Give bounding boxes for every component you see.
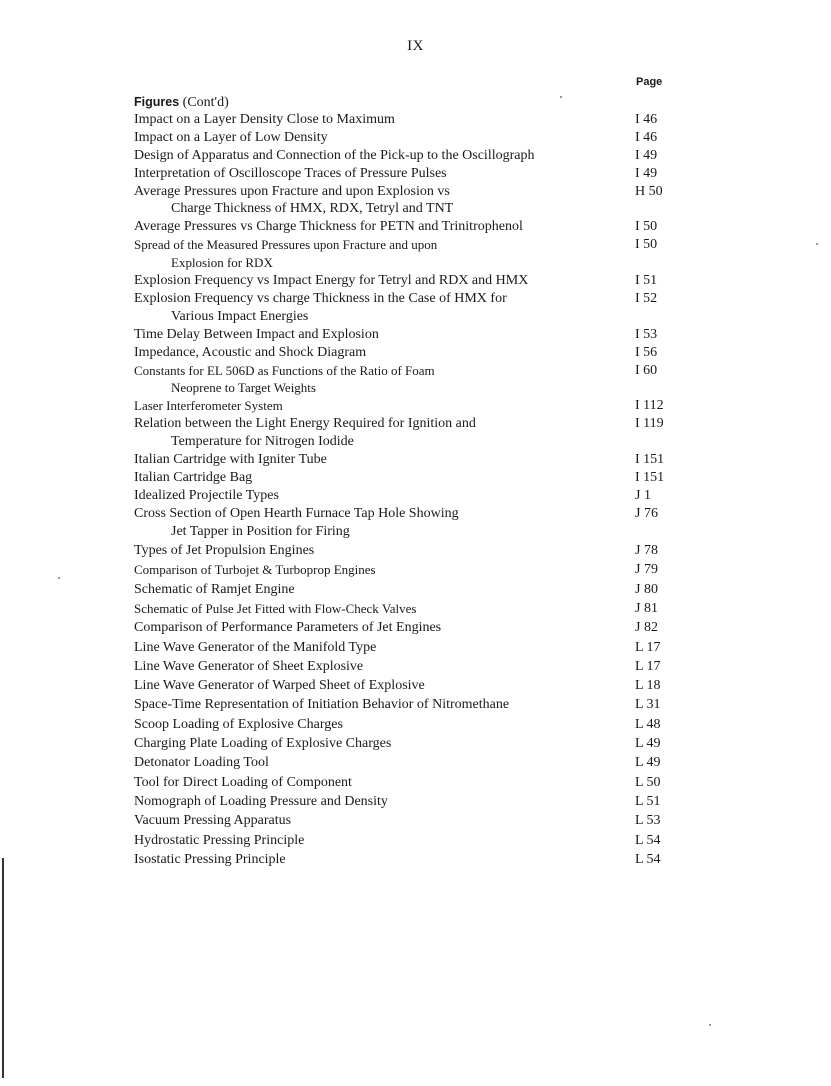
scan-speck — [816, 243, 818, 245]
figure-title: Explosion Frequency vs charge Thickness in the Case of HMX for — [134, 291, 507, 306]
figure-title: Spread of the Measured Pressures upon Fracture and upon — [134, 237, 438, 253]
figure-title: Impact on a Layer of Low Density — [134, 129, 328, 145]
figure-title-continuation: Temperature for Nitrogen Iodide — [171, 434, 354, 450]
figure-page-ref: L 51 — [635, 793, 661, 809]
figure-title: Detonator Loading Tool — [134, 755, 269, 771]
figure-title-continuation: Jet Tapper in Position for Firing — [171, 523, 350, 539]
figure-title-continuation: Neoprene to Target Weights — [171, 380, 316, 396]
figure-page-ref: L 53 — [635, 813, 661, 829]
page-column-header: Page — [636, 76, 663, 88]
figure-page-ref: L 17 — [635, 639, 661, 655]
figure-page-ref: I 151 — [635, 452, 665, 468]
figure-title: Cross Section of Open Hearth Furnace Tap Hole Showing — [134, 505, 459, 521]
figure-title: Impact on a Layer Density Close to Maximum — [134, 112, 395, 127]
figure-page-ref: L 54 — [635, 832, 661, 848]
figure-page-ref: I 46 — [635, 129, 658, 145]
figure-title: Schematic of Pulse Jet Fitted with Flow-Check Valves — [134, 600, 417, 616]
figure-title: Schematic of Ramjet Engine — [134, 581, 295, 597]
figure-title: Comparison of Performance Parameters of Jet Engines — [134, 620, 442, 636]
figure-page-ref: L 31 — [635, 697, 661, 713]
figure-page-ref: L 17 — [635, 658, 661, 674]
scan-speck — [560, 96, 562, 98]
section-title-bold: Figures — [134, 95, 180, 109]
figure-title: Line Wave Generator of the Manifold Type — [134, 639, 377, 655]
figure-page-ref: L 49 — [635, 755, 661, 771]
figure-page-ref: H 50 — [635, 183, 663, 199]
figure-page-ref: L 54 — [635, 851, 661, 867]
figure-title: Comparison of Turbojet & Turboprop Engines — [134, 562, 376, 578]
figure-title: Isostatic Pressing Principle — [134, 851, 286, 867]
figure-title: Vacuum Pressing Apparatus — [134, 813, 292, 829]
scan-speck — [709, 1024, 711, 1026]
scan-speck — [58, 577, 60, 579]
figure-title: Line Wave Generator of Warped Sheet of Explosive — [134, 678, 425, 694]
figure-page-ref: I 50 — [635, 237, 658, 253]
figure-title: Space-Time Representation of Initiation Behavior of Nitromethane — [134, 697, 510, 713]
figure-title: Laser Interferometer System — [134, 398, 283, 414]
figure-page-ref: I 46 — [635, 112, 658, 127]
figure-title: Relation between the Light Energy Required for Ignition and — [134, 416, 476, 432]
figure-title-continuation: Explosion for RDX — [171, 255, 273, 271]
figure-page-ref: L 48 — [635, 716, 661, 732]
figure-page-ref: L 18 — [635, 678, 661, 694]
figure-title-continuation: Charge Thickness of HMX, RDX, Tetryl and TNT — [171, 201, 454, 217]
figure-page-ref: I 51 — [635, 273, 658, 289]
figure-title: Idealized Projectile Types — [134, 487, 279, 503]
figure-title: Average Pressures vs Charge Thickness for PETN and Trinitrophenol — [134, 219, 523, 235]
figure-page-ref: J 1 — [635, 487, 651, 503]
figure-page-ref: I 53 — [635, 326, 658, 342]
figure-title: Interpretation of Oscilloscope Traces of Pressure Pulses — [134, 165, 447, 181]
figure-title: Time Delay Between Impact and Explosion — [134, 326, 379, 342]
figure-page-ref: J 80 — [635, 581, 658, 597]
figure-page-ref: L 49 — [635, 736, 661, 751]
figure-title-continuation: Various Impact Energies — [171, 308, 309, 324]
figure-page-ref: I 49 — [635, 165, 658, 181]
scan-edge-line — [2, 858, 4, 1078]
figure-title: Italian Cartridge with Igniter Tube — [134, 452, 327, 468]
figure-page-ref: I 151 — [635, 470, 665, 485]
figure-title: Design of Apparatus and Connection of the Pick-up to the Oscillograph — [134, 147, 535, 163]
figure-title: Line Wave Generator of Sheet Explosive — [134, 658, 364, 674]
figure-page-ref: I 49 — [635, 147, 658, 163]
figure-title: Italian Cartridge Bag — [134, 470, 253, 485]
figure-page-ref: L 50 — [635, 774, 661, 790]
figure-page-ref: J 79 — [635, 562, 658, 578]
figure-page-ref: J 81 — [635, 600, 658, 616]
figure-title: Constants for EL 506D as Functions of the Ratio of Foam — [134, 362, 435, 378]
figure-page-ref: J 78 — [635, 543, 658, 558]
figure-page-ref: I 60 — [635, 362, 658, 378]
figure-page-ref: I 112 — [635, 398, 664, 414]
figure-page-ref: J 76 — [635, 505, 658, 521]
figure-title: Types of Jet Propulsion Engines — [134, 543, 315, 558]
figure-title: Average Pressures upon Fracture and upon Explosion vs — [134, 183, 450, 199]
figure-title: Tool for Direct Loading of Component — [134, 774, 352, 790]
figure-title: Scoop Loading of Explosive Charges — [134, 716, 343, 732]
figure-page-ref: I 119 — [635, 416, 664, 432]
figure-title: Explosion Frequency vs Impact Energy for Tetryl and RDX and HMX — [134, 273, 529, 289]
figure-page-ref: I 56 — [635, 344, 658, 360]
figure-title: Impedance, Acoustic and Shock Diagram — [134, 344, 367, 360]
figure-title: Nomograph of Loading Pressure and Density — [134, 793, 388, 809]
page-number: IX — [407, 38, 424, 54]
figure-page-ref: I 52 — [635, 291, 658, 306]
section-title-suffix: (Cont'd) — [179, 95, 229, 110]
figure-page-ref: I 50 — [635, 219, 658, 235]
figure-title: Charging Plate Loading of Explosive Charges — [134, 736, 392, 751]
figure-page-ref: J 82 — [635, 620, 658, 636]
figure-title: Hydrostatic Pressing Principle — [134, 832, 305, 848]
